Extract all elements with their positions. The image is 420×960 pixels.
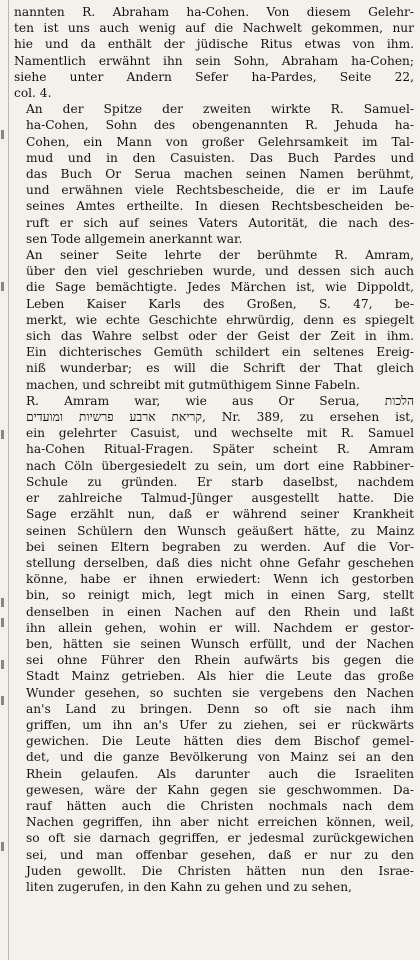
- text-line: Nachen gegriffen, ihn aber nicht erreichen können, weil,: [26, 815, 414, 830]
- text-line: An der Spitze der zweiten wirkte R. Samuel-: [26, 102, 414, 117]
- text-line: bei seinen Eltern begraben zu werden. Auf die Vor-: [26, 539, 414, 554]
- paragraph: [14, 247, 414, 393]
- text-line: gewesen, wäre der Kahn gegen sie geschwommen. Da-: [26, 782, 414, 797]
- text-line: Stadt Mainz getrieben. Als hier die Leute das große: [26, 669, 414, 684]
- text-line: Wunder gesehen, so suchten sie vergebens den Nachen: [26, 685, 414, 700]
- text-line: Leben Kaiser Karls des Großen, S. 47, be-: [26, 296, 414, 311]
- text-line: mud und in den Casuisten. Das Buch Pardes und: [26, 150, 414, 165]
- text-line: so oft sie darnach gegriffen, er jedesmal zurückgewichen: [26, 831, 414, 846]
- paragraph: [14, 4, 414, 101]
- text-line: nach Cöln übergesiedelt zu sein, um dort eine Rabbiner-: [26, 458, 414, 473]
- text-line: bin, so reinigt mich, legt mich in einen Sarg, stellt: [26, 588, 414, 603]
- margin-mark: [1, 130, 4, 139]
- text-line: ruft er sich auf seines Vaters Autorität, die nach des-: [26, 215, 414, 230]
- text-line: sei ohne Führer den Rhein aufwärts bis gegen die: [26, 653, 414, 668]
- text-line: ben, hätten sie seinen Wunsch erfüllt, und der Nachen: [26, 636, 414, 651]
- text-line: er zahlreiche Talmud-Jünger ausgestellt hatte. Die: [26, 491, 414, 506]
- text-line: sich das Wahre selbst oder der Geist der Zeit in ihm.: [26, 329, 414, 344]
- text-line: die Sage bemächtigte. Jedes Märchen ist, wie Dippoldt,: [26, 280, 414, 295]
- text-line: und erwähnen viele Rechtsbescheide, die er im Laufe: [26, 183, 414, 198]
- text-line: R. Amram war, wie aus Or Serua, הלכות: [26, 393, 414, 408]
- text-line: nannten R. Abraham ha-Cohen. Von diesem Gelehr-: [14, 5, 414, 19]
- margin-mark: [1, 598, 4, 607]
- text-column: [14, 4, 414, 895]
- text-line: sei, und man offenbar gesehen, daß er nur zu den: [26, 847, 414, 862]
- paragraph: [14, 393, 414, 895]
- text-line: An seiner Seite lehrte der berühmte R. Amram,: [26, 248, 414, 263]
- text-line: ha-Cohen Ritual-Fragen. Später scheint R. Amram: [26, 442, 414, 457]
- text-line: gewichen. Die Leute hätten dies dem Bischof gemel-: [26, 734, 414, 749]
- text-line: stellung derselben, daß dies nicht ohne Gefahr geschehen: [26, 555, 414, 570]
- text-line: Sage erzählt nun, daß er während seiner Krankheit: [26, 507, 414, 522]
- text-line: seines Amtes ertheilte. In diesen Rechtsbescheiden be-: [26, 199, 414, 214]
- text-line: col. 4.: [14, 86, 52, 101]
- text-line: Juden gewollt. Die Christen hätten nun den Israe-: [26, 863, 414, 878]
- text-line: merkt, wie echte Geschichte ehrwürdig, denn es spiegelt: [26, 312, 414, 327]
- text-line: seinen Schülern den Wunsch geäußert hätte, zu Mainz: [26, 523, 414, 538]
- text-line: über den viel geschrieben wurde, und dessen sich auch: [26, 264, 414, 279]
- text-line: denselben in einen Nachen auf den Rhein und laßt: [26, 604, 414, 619]
- text-line: liten zugerufen, in den Kahn zu gehen und zu sehen,: [26, 879, 352, 894]
- text-line: ein gelehrter Casuist, und wechselte mit R. Samuel: [26, 426, 414, 441]
- margin-mark: [1, 842, 4, 851]
- text-line: hie und da enthält der jüdische Ritus etwas von ihm.: [14, 37, 414, 52]
- text-line: könne, habe er ihnen erwiedert: Wenn ich gestorben: [26, 572, 414, 587]
- text-line: machen, und schreibt mit gutmüthigem Sinne Fabeln.: [26, 377, 360, 392]
- text-line: an's Land zu bringen. Denn so oft sie nach ihm: [26, 701, 414, 716]
- text-line: griffen, um ihn an's Ufer zu ziehen, sei er rückwärts: [26, 717, 414, 732]
- margin-mark: [1, 660, 4, 669]
- text-line: Schule zu gründen. Er starb daselbst, nachdem: [26, 474, 414, 489]
- text-line: niß wunderbar; es will die Schrift der That gleich: [26, 361, 414, 376]
- text-line: das Buch Or Serua machen seinen Namen berühmt,: [26, 167, 414, 182]
- text-line: rauf hätten auch die Christen nochmals nach dem: [26, 798, 414, 813]
- margin-mark: [1, 696, 4, 705]
- paragraph: [14, 101, 414, 247]
- text-line: ten ist uns auch wenig auf die Nachwelt gekommen, nur: [14, 21, 414, 36]
- text-line: sen Tode allgemein anerkannt war.: [26, 231, 243, 246]
- margin-mark: [1, 618, 4, 627]
- margin-mark: [1, 282, 4, 291]
- text-line: ihn allein gehen, wohin er will. Nachdem er gestor-: [26, 620, 414, 635]
- margin-mark: [1, 430, 4, 439]
- text-line: Ein dichterisches Gemüth schildert ein seltenes Ereig-: [26, 345, 414, 360]
- text-line: siehe unter Andern Sefer ha-Pardes, Seite 22,: [14, 69, 414, 84]
- text-line: Rhein gelaufen. Als darunter auch die Israeliten: [26, 766, 414, 781]
- text-line: ha-Cohen, Sohn des obengenannten R. Jehuda ha-: [26, 118, 414, 133]
- text-line: Cohen, ein Mann von großer Gelehrsamkeit im Tal-: [26, 134, 414, 149]
- text-line: Namentlich erwähnt ihn sein Sohn, Abraham ha-Cohen;: [14, 53, 414, 68]
- text-line: קריאת ארבע פרשיות ומועדים, Nr. 389, zu ersehen ist,: [26, 410, 414, 425]
- column-rule: [8, 0, 9, 960]
- text-line: det, und die ganze Bevölkerung von Mainz sei an den: [26, 750, 414, 765]
- left-margin-marks: [0, 0, 8, 960]
